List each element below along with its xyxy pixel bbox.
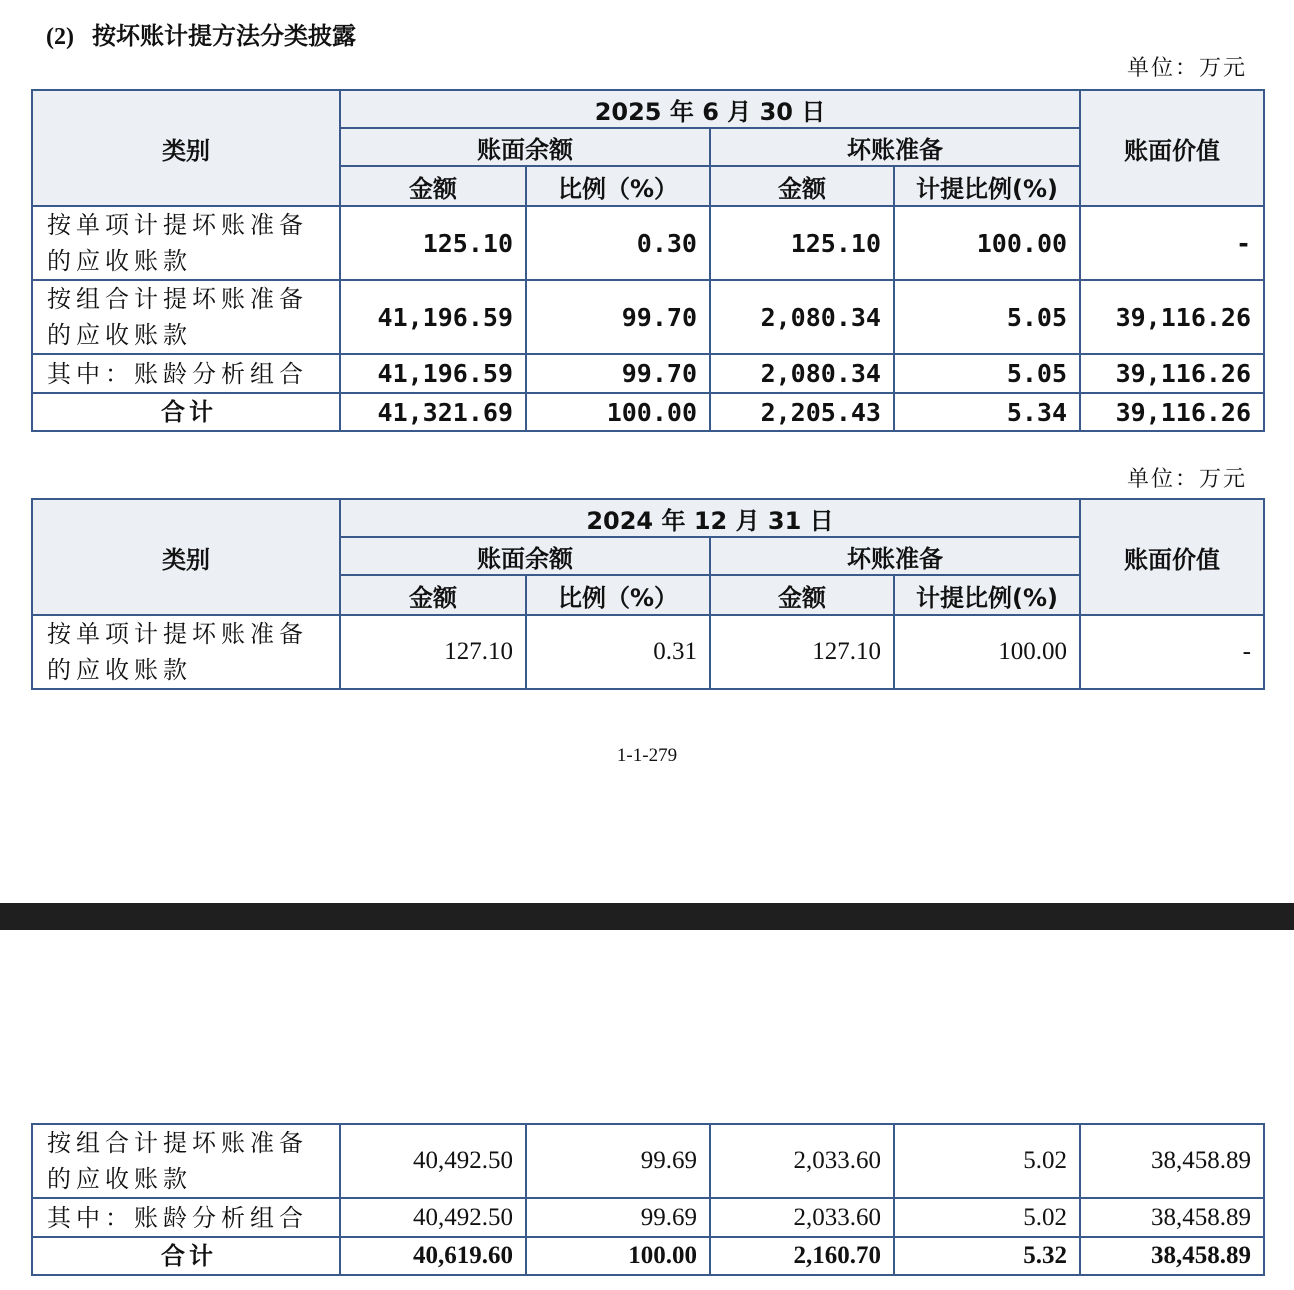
cell-bad-debt-amount: 2,033.60 — [710, 1124, 894, 1198]
header-provision-ratio: 计提比例(%) — [894, 166, 1080, 206]
cell-amount: 41,196.59 — [340, 280, 526, 354]
cell-provision-ratio: 5.02 — [894, 1124, 1080, 1198]
unit-label-2025: 单位：万元 — [1126, 56, 1247, 81]
cell-book-value: 38,458.89 — [1080, 1237, 1264, 1275]
header-bad-debt: 坏账准备 — [710, 537, 1080, 575]
table-2025-06-30 — [31, 89, 1265, 432]
cell-ratio: 99.70 — [526, 280, 710, 354]
cell-bad-debt-amount: 2,033.60 — [710, 1198, 894, 1237]
header-book-value: 账面价值 — [1080, 499, 1264, 615]
cell-book-value: 39,116.26 — [1080, 393, 1264, 431]
table-row — [32, 615, 1264, 689]
cell-ratio: 99.69 — [526, 1198, 710, 1237]
header-book-balance: 账面余额 — [340, 537, 710, 575]
table-row-total — [32, 1237, 1264, 1275]
table-row — [32, 1124, 1264, 1198]
table-row — [32, 354, 1264, 393]
table-row — [32, 280, 1264, 354]
table-2024-continued — [31, 1123, 1265, 1276]
table-row-total — [32, 393, 1264, 431]
cell-amount: 41,321.69 — [340, 393, 526, 431]
cell-ratio: 99.70 — [526, 354, 710, 393]
header-period: 2025 年 6 月 30 日 — [340, 90, 1080, 128]
header-bad-debt-amount: 金额 — [710, 166, 894, 206]
section-number: (2) — [46, 24, 74, 50]
header-ratio: 比例（%） — [526, 166, 710, 206]
cell-provision-ratio: 100.00 — [894, 206, 1080, 280]
cell-bad-debt-amount: 125.10 — [710, 206, 894, 280]
cell-amount: 40,619.60 — [340, 1237, 526, 1275]
cell-bad-debt-amount: 2,160.70 — [710, 1237, 894, 1275]
row-category: 按单项计提坏账准备的应收账款 — [32, 615, 340, 689]
row-category: 按单项计提坏账准备的应收账款 — [32, 206, 340, 280]
cell-ratio: 100.00 — [526, 393, 710, 431]
table-2024-12-31 — [31, 498, 1265, 690]
cell-book-value: - — [1080, 615, 1264, 689]
cell-provision-ratio: 5.34 — [894, 393, 1080, 431]
cell-amount: 40,492.50 — [340, 1124, 526, 1198]
cell-ratio: 0.30 — [526, 206, 710, 280]
cell-amount: 40,492.50 — [340, 1198, 526, 1237]
cell-bad-debt-amount: 2,205.43 — [710, 393, 894, 431]
cell-book-value: - — [1080, 206, 1264, 280]
cell-ratio: 100.00 — [526, 1237, 710, 1275]
header-amount: 金额 — [340, 166, 526, 206]
cell-provision-ratio: 5.05 — [894, 280, 1080, 354]
header-amount: 金额 — [340, 575, 526, 615]
cell-bad-debt-amount: 2,080.34 — [710, 354, 894, 393]
page-number: 1-1-279 — [616, 745, 678, 766]
header-provision-ratio: 计提比例(%) — [894, 575, 1080, 615]
section-title: 按坏账计提方法分类披露 — [91, 22, 356, 50]
row-category: 按组合计提坏账准备的应收账款 — [32, 280, 340, 354]
cell-book-value: 39,116.26 — [1080, 354, 1264, 393]
cell-provision-ratio: 100.00 — [894, 615, 1080, 689]
cell-book-value: 38,458.89 — [1080, 1198, 1264, 1237]
cell-amount: 127.10 — [340, 615, 526, 689]
cell-bad-debt-amount: 2,080.34 — [710, 280, 894, 354]
header-ratio: 比例（%） — [526, 575, 710, 615]
header-category: 类别 — [32, 499, 340, 615]
cell-ratio: 99.69 — [526, 1124, 710, 1198]
section-heading — [46, 18, 356, 54]
table-row — [32, 206, 1264, 280]
row-category: 其中：账龄分析组合 — [32, 354, 340, 393]
cell-provision-ratio: 5.32 — [894, 1237, 1080, 1275]
header-book-value: 账面价值 — [1080, 90, 1264, 206]
header-period: 2024 年 12 月 31 日 — [340, 499, 1080, 537]
cell-amount: 41,196.59 — [340, 354, 526, 393]
row-category: 其中：账龄分析组合 — [32, 1198, 340, 1237]
row-category: 按组合计提坏账准备的应收账款 — [32, 1124, 340, 1198]
header-bad-debt: 坏账准备 — [710, 128, 1080, 166]
cell-book-value: 39,116.26 — [1080, 280, 1264, 354]
header-bad-debt-amount: 金额 — [710, 575, 894, 615]
page-divider — [0, 903, 1294, 930]
header-category: 类别 — [32, 90, 340, 206]
header-book-balance: 账面余额 — [340, 128, 710, 166]
unit-label-2024: 单位：万元 — [1126, 467, 1247, 492]
cell-provision-ratio: 5.02 — [894, 1198, 1080, 1237]
cell-book-value: 38,458.89 — [1080, 1124, 1264, 1198]
cell-amount: 125.10 — [340, 206, 526, 280]
cell-bad-debt-amount: 127.10 — [710, 615, 894, 689]
cell-provision-ratio: 5.05 — [894, 354, 1080, 393]
table-row — [32, 1198, 1264, 1237]
cell-ratio: 0.31 — [526, 615, 710, 689]
row-category-total: 合计 — [32, 393, 340, 431]
row-category-total: 合计 — [32, 1237, 340, 1275]
